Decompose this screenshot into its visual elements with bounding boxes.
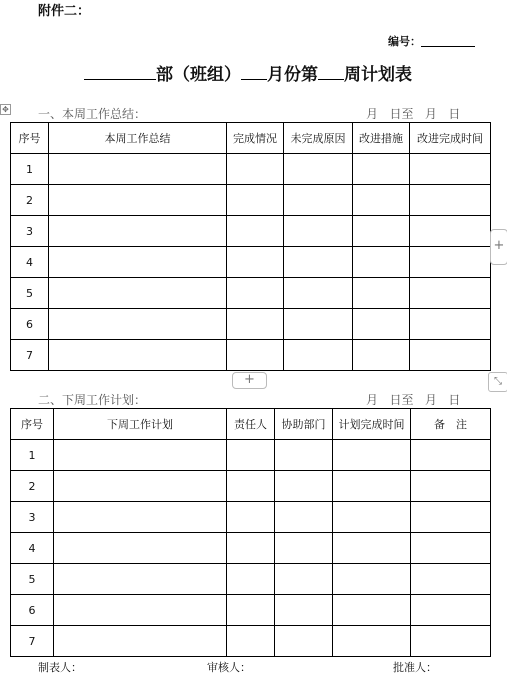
- table-cell[interactable]: [353, 154, 410, 185]
- table-cell[interactable]: [54, 471, 227, 502]
- table-cell[interactable]: [411, 595, 491, 626]
- table-cell[interactable]: [333, 471, 411, 502]
- table-row: [11, 154, 491, 185]
- table-cell[interactable]: [284, 309, 353, 340]
- table-cell[interactable]: [411, 564, 491, 595]
- column-header: 下周工作计划: [54, 409, 227, 440]
- table-cell[interactable]: [54, 440, 227, 471]
- table-cell[interactable]: [275, 533, 333, 564]
- row-number: 1: [11, 154, 49, 185]
- table-resize-icon[interactable]: ⤡: [488, 372, 507, 392]
- table-cell[interactable]: [410, 278, 491, 309]
- table-cell[interactable]: [410, 216, 491, 247]
- row-number: 6: [11, 595, 54, 626]
- table-cell[interactable]: [410, 309, 491, 340]
- title-part-department: 部（班组）: [156, 65, 241, 85]
- table-cell[interactable]: [353, 216, 410, 247]
- table-row: [11, 502, 491, 533]
- table-row: [11, 340, 491, 371]
- table-cell[interactable]: [227, 309, 284, 340]
- table-cell[interactable]: [49, 216, 227, 247]
- table-cell[interactable]: [227, 340, 284, 371]
- table-cell[interactable]: [227, 533, 275, 564]
- column-header: 改进措施: [353, 123, 410, 154]
- table-cell[interactable]: [227, 185, 284, 216]
- table-cell[interactable]: [333, 502, 411, 533]
- table-cell[interactable]: [49, 185, 227, 216]
- table-cell[interactable]: [275, 440, 333, 471]
- table-row: [11, 595, 491, 626]
- row-number: 3: [11, 502, 54, 533]
- table-cell[interactable]: [49, 247, 227, 278]
- column-header: 协助部门: [275, 409, 333, 440]
- table-header-row: [11, 123, 491, 154]
- row-number: 4: [11, 247, 49, 278]
- table-cell[interactable]: [410, 247, 491, 278]
- add-row-plus-icon[interactable]: +: [232, 372, 267, 389]
- table-row: [11, 626, 491, 657]
- department-blank[interactable]: [84, 63, 156, 80]
- table-cell[interactable]: [410, 154, 491, 185]
- column-header: 未完成原因: [284, 123, 353, 154]
- reviewed-by-label: 审核人：: [207, 661, 251, 674]
- table-cell[interactable]: [275, 595, 333, 626]
- section1-date-range: 月 日至 月 日: [366, 107, 461, 121]
- title-part-month: 月份第: [267, 65, 318, 85]
- row-number: 5: [11, 278, 49, 309]
- table-cell[interactable]: [284, 154, 353, 185]
- table-cell[interactable]: [411, 626, 491, 657]
- page-title: [84, 60, 412, 85]
- table-cell[interactable]: [275, 502, 333, 533]
- row-number: 2: [11, 185, 49, 216]
- title-part-plan: 周计划表: [344, 65, 412, 85]
- row-number: 1: [11, 440, 54, 471]
- serial-number-label: 编号：: [388, 35, 421, 48]
- table-cell[interactable]: [275, 626, 333, 657]
- table-cell[interactable]: [333, 533, 411, 564]
- table-cell[interactable]: [49, 309, 227, 340]
- column-header: 本周工作总结: [49, 123, 227, 154]
- table-cell[interactable]: [411, 533, 491, 564]
- table-cell[interactable]: [284, 340, 353, 371]
- table-row: [11, 533, 491, 564]
- this-week-summary-table: [10, 122, 491, 371]
- table-row: [11, 309, 491, 340]
- table-cell[interactable]: [353, 340, 410, 371]
- table-row: [11, 247, 491, 278]
- table-cell[interactable]: [227, 278, 284, 309]
- row-number: 5: [11, 564, 54, 595]
- table-cell[interactable]: [411, 502, 491, 533]
- row-number: 2: [11, 471, 54, 502]
- table-row: [11, 185, 491, 216]
- table-cell[interactable]: [54, 626, 227, 657]
- table-cell[interactable]: [49, 154, 227, 185]
- column-header: 序号: [11, 123, 49, 154]
- table-cell[interactable]: [410, 185, 491, 216]
- table-cell[interactable]: [227, 247, 284, 278]
- table-cell[interactable]: [49, 278, 227, 309]
- table-cell[interactable]: [410, 340, 491, 371]
- column-header: 序号: [11, 409, 54, 440]
- table-cell[interactable]: [333, 595, 411, 626]
- table-cell[interactable]: [284, 278, 353, 309]
- table-cell[interactable]: [284, 216, 353, 247]
- column-header: 责任人: [227, 409, 275, 440]
- table-row: [11, 440, 491, 471]
- table-cell[interactable]: [411, 471, 491, 502]
- table-cell[interactable]: [333, 564, 411, 595]
- table-row: [11, 278, 491, 309]
- table-cell[interactable]: [227, 440, 275, 471]
- row-number: 7: [11, 626, 54, 657]
- table-cell[interactable]: [54, 533, 227, 564]
- month-blank[interactable]: [241, 63, 267, 80]
- column-header: 改进完成时间: [410, 123, 491, 154]
- table-cell[interactable]: [227, 502, 275, 533]
- column-header: 备 注: [411, 409, 491, 440]
- table-cell[interactable]: [49, 340, 227, 371]
- table-cell[interactable]: [353, 247, 410, 278]
- table-cell[interactable]: [333, 626, 411, 657]
- table-cell[interactable]: [54, 564, 227, 595]
- table-cell[interactable]: [353, 278, 410, 309]
- table-cell[interactable]: [54, 502, 227, 533]
- serial-number-blank[interactable]: [421, 46, 475, 47]
- row-number: 4: [11, 533, 54, 564]
- table-cell[interactable]: [227, 626, 275, 657]
- section2-date-range: 月 日至 月 日: [366, 393, 461, 407]
- prepared-by-label: 制表人：: [38, 661, 82, 674]
- column-header: 计划完成时间: [333, 409, 411, 440]
- table-cell[interactable]: [275, 564, 333, 595]
- table-cell[interactable]: [284, 247, 353, 278]
- table-cell[interactable]: [227, 595, 275, 626]
- attachment-label: 附件二：: [38, 4, 91, 19]
- section2-heading: 二、下周工作计划：: [38, 393, 147, 407]
- table-row: [11, 564, 491, 595]
- week-blank[interactable]: [318, 63, 344, 80]
- table-header-row: [11, 409, 491, 440]
- table-cell[interactable]: [227, 471, 275, 502]
- table-cell[interactable]: [54, 595, 227, 626]
- table-move-handle-icon[interactable]: ✥: [0, 104, 11, 115]
- table-cell[interactable]: [353, 309, 410, 340]
- table-cell[interactable]: [333, 440, 411, 471]
- section1-heading: 一、本周工作总结：: [38, 107, 147, 121]
- approved-by-label: 批准人：: [393, 661, 437, 674]
- add-column-plus-icon[interactable]: +: [490, 229, 507, 265]
- next-week-plan-table: [10, 408, 491, 657]
- table-cell[interactable]: [353, 185, 410, 216]
- table-cell[interactable]: [411, 440, 491, 471]
- column-header: 完成情况: [227, 123, 284, 154]
- table-cell[interactable]: [227, 216, 284, 247]
- table-cell[interactable]: [227, 154, 284, 185]
- table-cell[interactable]: [284, 185, 353, 216]
- row-number: 7: [11, 340, 49, 371]
- table-row: [11, 216, 491, 247]
- row-number: 3: [11, 216, 49, 247]
- table-row: [11, 471, 491, 502]
- row-number: 6: [11, 309, 49, 340]
- table-cell[interactable]: [227, 564, 275, 595]
- table-cell[interactable]: [275, 471, 333, 502]
